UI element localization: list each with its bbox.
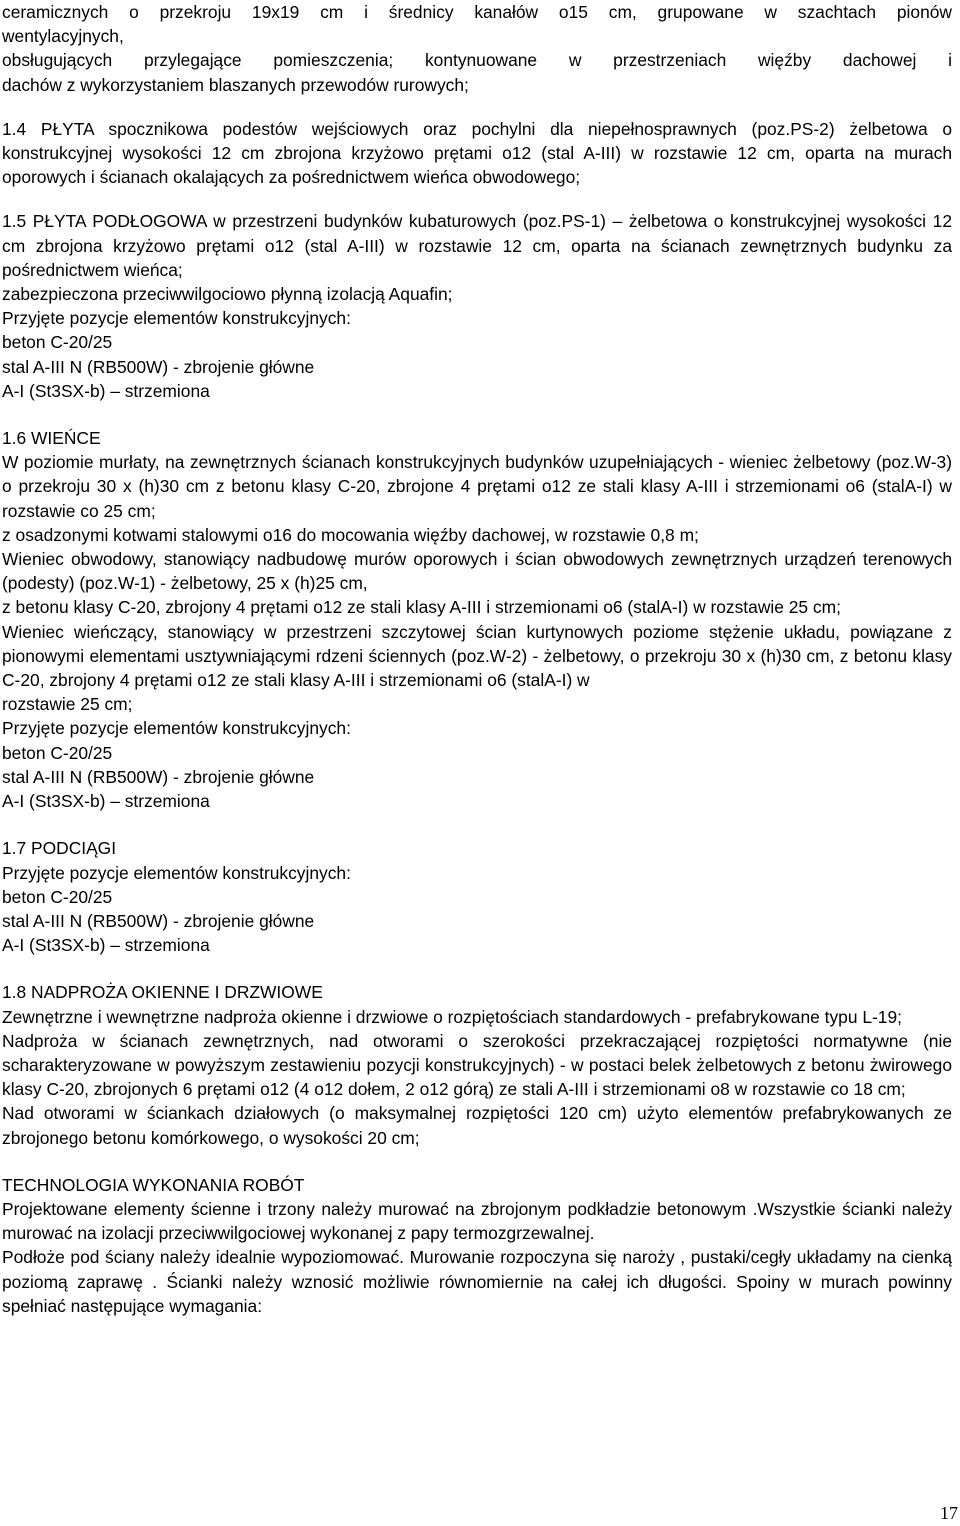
paragraph: Nadproża w ścianach zewnętrznych, nad otworami o szerokości przekraczającej rozpiętości normatywne (nie scharakteryzowane w powyższym zestawieniu pozycji konstrukcyjnych) - w postaci belek żelbetowych z betonu żwirowego klasy C-20, zbrojonych 6 prętami o12 (4 o12 dołem, 2 o12 górą) ze stali A-III i strzemionami o8 w rozstawie co 18 cm; [2, 1030, 952, 1100]
paragraph: stal A-III N (RB500W) - zbrojenie główne [2, 356, 315, 377]
section-gap [2, 1150, 952, 1173]
paragraph: Przyjęte pozycje elementów konstrukcyjnych: [2, 308, 351, 329]
paragraph: beton C-20/25 [2, 886, 113, 907]
paragraph: 1.5 PŁYTA PODŁOGOWA w przestrzeni budynków kubaturowych (poz.PS-1) – żelbetowa o konstrukcyjnej wysokości 12 cm zbrojona krzyżowo prętami o12 (stal A-III) w rozstawie 12 cm, oparta na ścianach zewnętrznych budynku za pośrednictwem wieńca; [2, 211, 952, 280]
paragraph: Przyjęte pozycje elementów konstrukcyjnych: [2, 862, 351, 883]
paragraph: beton C-20/25 [2, 332, 113, 353]
paragraph: Nad otworami w ściankach działowych (o maksymalnej rozpiętości 120 cm) użyto elementów prefabrykowanych ze zbrojonego betonu komórkowego, o wysokości 20 cm; [2, 1103, 952, 1148]
paragraph: 1.8 NADPROŻA OKIENNE I DRZWIOWE [2, 982, 323, 1003]
paragraph: zabezpieczona przeciwwilgociowo płynną izolacją Aquafin; [2, 284, 453, 305]
paragraph: beton C-20/25 [2, 742, 113, 763]
paragraph: Zewnętrzne i wewnętrzne nadproża okienne i drzwiowe o rozpiętościach standardowych - prefabrykowane typu L-19; [2, 1006, 902, 1027]
paragraph-gap [2, 97, 952, 117]
paragraph: Przyjęte pozycje elementów konstrukcyjnych: [2, 718, 351, 739]
paragraph: A-I (St3SX-b) – strzemiona [2, 791, 210, 812]
paragraph: 1.7 PODCIĄGI [2, 838, 117, 859]
paragraph: Wieniec wieńczący, stanowiący w przestrzeni szczytowej ścian kurtynowych poziome stężenie układu, powiązane z pionowymi elementami usztywniającymi rdzeni ściennych (poz.W-2) - żelbetowy, o przekroju 30 x (h)30 cm, z betonu klasy C-20, zbrojony 4 prętami o12 ze stali klasy A-III i strzemionami o6 (stalA-I) w [2, 621, 952, 691]
paragraph: 1.6 WIEŃCE [2, 428, 101, 449]
paragraph: Podłoże pod ściany należy idealnie wypoziomować. Murowanie rozpoczyna się naroży , pustaki/cegły układamy na cienką poziomą zaprawę . Ścianki należy wznosić możliwie równomiernie na całej ich długości. Spoiny w murach powinny spełniać następujące wymagania: [2, 1247, 952, 1316]
section-gap [2, 957, 952, 980]
paragraph: 1.4 PŁYTA spocznikowa podestów wejściowych oraz pochylni dla niepełnosprawnych (poz.PS-2) żelbetowa o konstrukcyjnej wysokości 12 cm zbrojona krzyżowo prętami o12 (stal A-III) w rozstawie 12 cm, oparta na murach oporowych i ścianach okalających za pośrednictwem wieńca obwodowego; [2, 118, 952, 188]
paragraph: z osadzonymi kotwami stalowymi o16 do mocowania więźby dachowej, w rozstawie 0,8 m; [2, 524, 699, 545]
paragraph: TECHNOLOGIA WYKONANIA ROBÓT [2, 1174, 305, 1195]
section-gap [2, 403, 952, 426]
page-number: 17 [940, 1503, 958, 1523]
section-gap [2, 813, 952, 836]
paragraph: ceramicznych o przekroju 19x19 cm i średnicy kanałów o15 cm, grupowane w szachtach pionów [2, 2, 952, 22]
paragraph: A-I (St3SX-b) – strzemiona [2, 935, 210, 956]
paragraph: Projektowane elementy ścienne i trzony należy murować na zbrojonym podkładzie betonowym .Wszystkie ścianki należy murować na izolacji przeciwwilgociowej wykonanej z papy termozgrzewalnej. [2, 1198, 952, 1244]
paragraph: stal A-III N (RB500W) - zbrojenie główne [2, 910, 315, 931]
paragraph: Wieniec obwodowy, stanowiący nadbudowę murów oporowych i ścian obwodowych zewnętrznych urządzeń terenowych (podesty) (poz.W-1) - żelbetowy, 25 x (h)25 cm, [2, 549, 952, 594]
paragraph: rozstawie 25 cm; [2, 694, 133, 715]
paragraph: dachów z wykorzystaniem blaszanych przewodów rurowych; [2, 74, 469, 95]
document-body [2, 0, 952, 1318]
paragraph: obsługujących przylegające pomieszczenia; kontynuowane w przestrzeniach więźby dachowej i [2, 50, 952, 71]
paragraph: z betonu klasy C-20, zbrojony 4 prętami o12 ze stali klasy A-III i strzemionami o6 (stalA-I) w rozstawie 25 cm; [2, 597, 841, 618]
paragraph: stal A-III N (RB500W) - zbrojenie główne [2, 766, 315, 787]
paragraph: A-I (St3SX-b) – strzemiona [2, 380, 210, 401]
paragraph: wentylacyjnych, [2, 26, 124, 47]
paragraph: W poziomie murłaty, na zewnętrznych ścianach konstrukcyjnych budynków uzupełniających - wieniec żelbetowy (poz.W-3) o przekroju 30 x (h)30 cm z betonu klasy C-20, zbrojone 4 prętami o12 ze stali klasy A-III i strzemionami o6 (stalA-I) w rozstawie co 25 cm; [2, 452, 952, 521]
paragraph-gap [2, 189, 952, 209]
